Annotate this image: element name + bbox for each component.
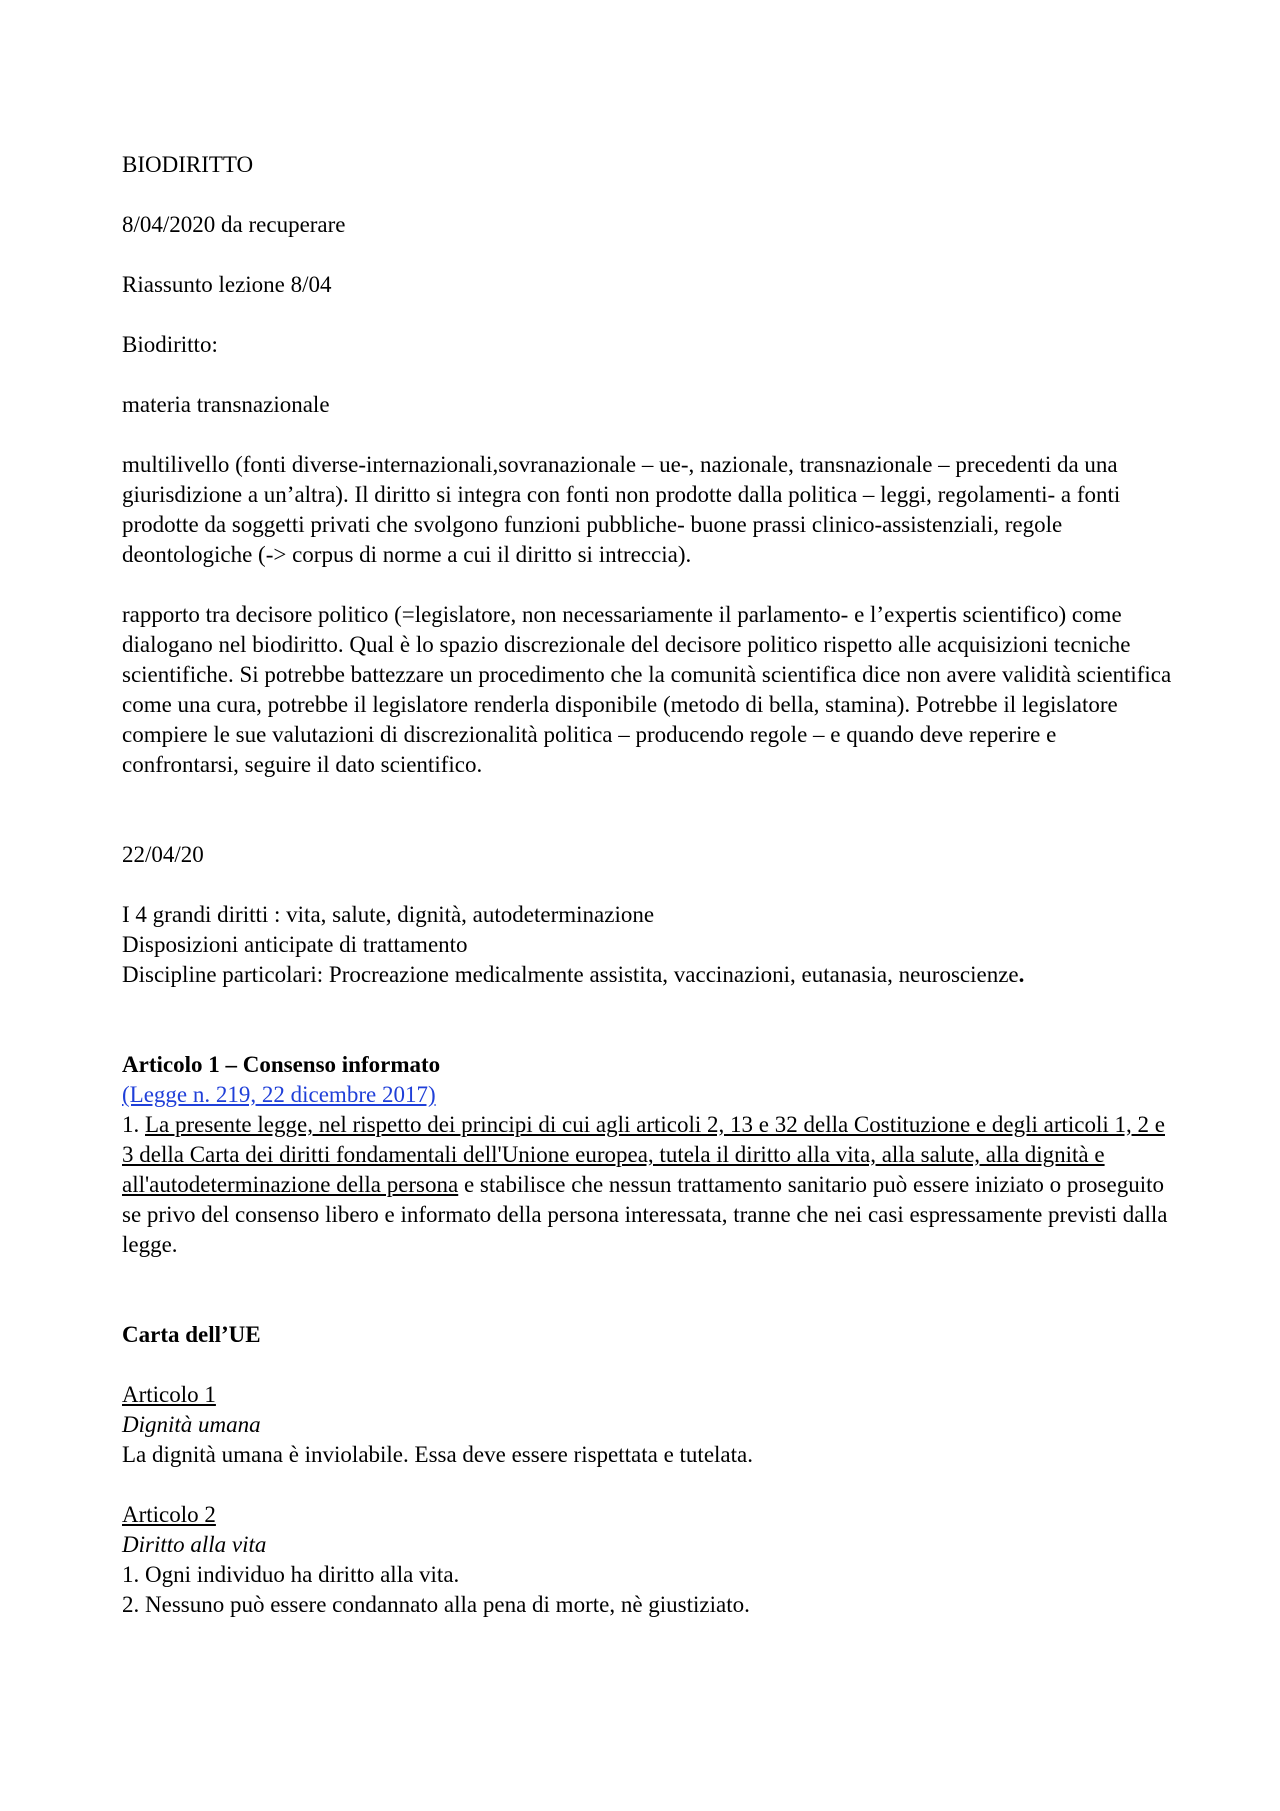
- charter-article1-title: Dignità umana: [122, 1412, 261, 1437]
- article1-paragraph: [122, 1110, 1172, 1260]
- article1-underlined-text: La presente legge, nel rispetto dei principi di cui agli articoli 2, 13 e 32 della Costituzione e degli articoli 1, 2 e 3 della Carta dei diritti fondamentali dell'Unione europea, tutela il diritto alla vita, alla salute, alla dignità e all'autodeterminazione della persona: [122, 1112, 1165, 1197]
- point-transnazionale: materia transnazionale: [122, 392, 330, 417]
- article1-heading: Articolo 1 – Consenso informato: [122, 1052, 441, 1077]
- article1-rest-text: e stabilisce che nessun trattamento sanitario può essere iniziato o proseguito se privo del consenso libero e informato della persona interessata, tranne che nei casi espressamente previsti dalla legge.: [122, 1172, 1168, 1257]
- summary-label: Riassunto lezione 8/04: [122, 272, 332, 297]
- charter-article2-title: Diritto alla vita: [122, 1532, 267, 1557]
- charter-article2-item1: 1. Ogni individuo ha diritto alla vita.: [122, 1562, 460, 1587]
- dat-line: Disposizioni anticipate di trattamento: [122, 932, 468, 957]
- charter-article2-item2: 2. Nessuno può essere condannato alla pena di morte, nè giustiziato.: [122, 1592, 750, 1617]
- biodiritto-label: Biodiritto:: [122, 332, 218, 357]
- point-rapporto: rapporto tra decisore politico (=legislatore, non necessariamente il parlamento- e l’expertis scientifico) come dialogano nel biodiritto. Qual è lo spazio discrezionale del decisore politico rispetto alle acquisizioni tecniche scientifiche. Si potrebbe battezzare un procedimento che la comunità scientifica dice non avere validità scientifica come una cura, potrebbe il legislatore renderla disponibile (metodo di bella, stamina). Potrebbe il legislatore compiere le sue valutazioni di discrezionalità politica – producendo regole – e quando deve reperire e confrontarsi, seguire il dato scientifico.: [122, 602, 1172, 777]
- law-219-link[interactable]: (Legge n. 219, 22 dicembre 2017): [122, 1082, 436, 1107]
- document-title: BIODIRITTO: [122, 152, 254, 177]
- charter-article1-text: La dignità umana è inviolabile. Essa deve essere rispettata e tutelata.: [122, 1442, 753, 1467]
- article1-number: 1.: [122, 1112, 145, 1137]
- date-recuperare: 8/04/2020 da recuperare: [122, 212, 346, 237]
- point-multilivello: multilivello (fonti diverse-internazionali,sovranazionale – ue-, nazionale, transnazionale – precedenti da una giurisdizione a un’altra). Il diritto si integra con fonti non prodotte dalla politica – leggi, regolamenti- a fonti prodotte da soggetti privati che svolgono funzioni pubbliche- buone prassi clinico-assistenziali, regole deontologiche (-> corpus di norme a cui il diritto si intreccia).: [122, 452, 1121, 567]
- charter-article2-label: Articolo 2: [122, 1502, 216, 1527]
- date-22-04: 22/04/20: [122, 842, 204, 867]
- charter-article1-label: Articolo 1: [122, 1382, 216, 1407]
- rights-line: I 4 grandi diritti : vita, salute, dignità, autodeterminazione: [122, 902, 655, 927]
- document-page: [122, 150, 1172, 1620]
- disciplines-period: .: [1018, 962, 1025, 987]
- charter-heading: Carta dell’UE: [122, 1322, 261, 1347]
- law-link-line: [122, 1080, 1172, 1110]
- disciplines-line: [122, 960, 1172, 990]
- disciplines-text: Discipline particolari: Procreazione medicalmente assistita, vaccinazioni, eutanasia, neuroscienze: [122, 962, 1019, 987]
